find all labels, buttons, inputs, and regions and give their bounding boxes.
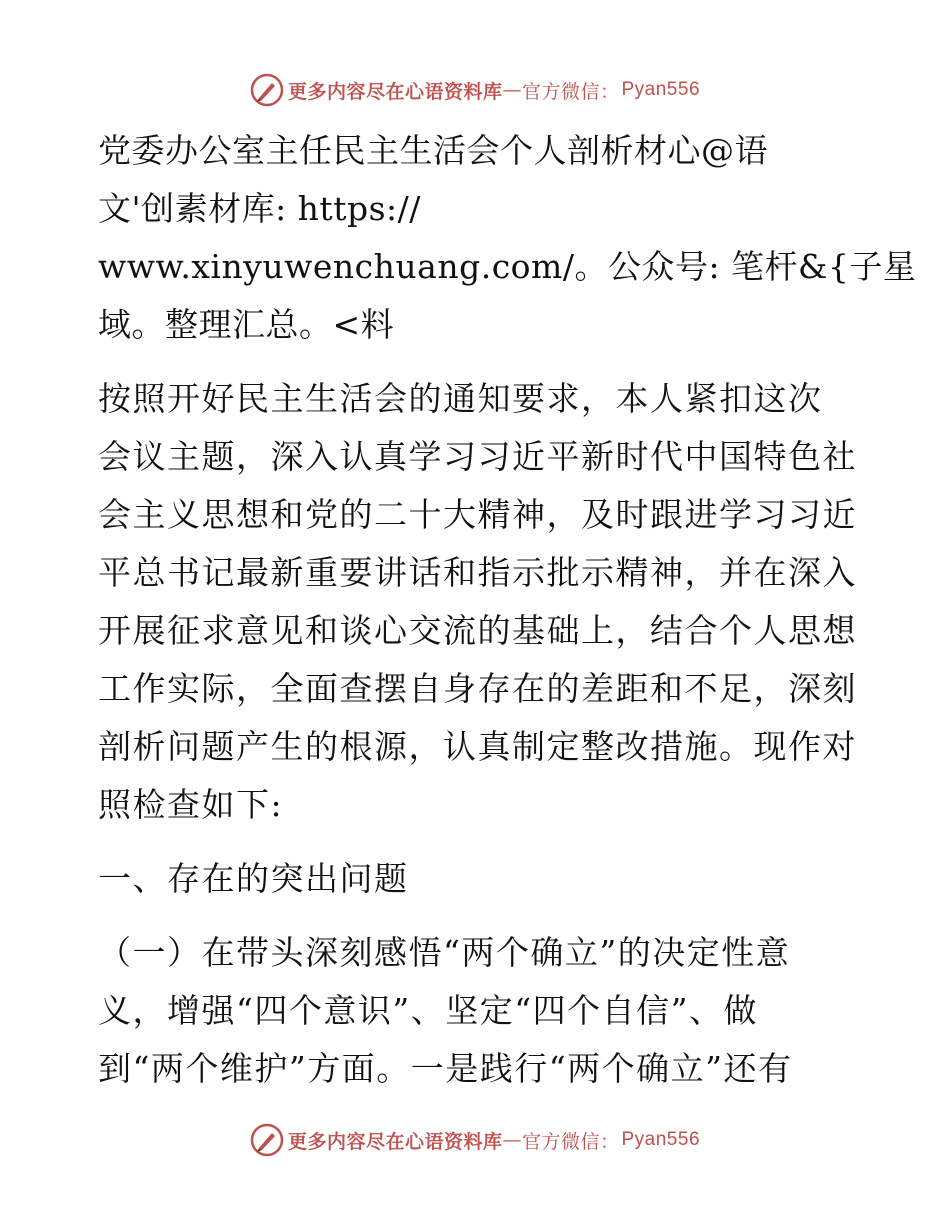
- banner-main-text: 更多内容尽在心语资料库: [287, 1130, 503, 1153]
- footer-banner: [0, 1120, 950, 1160]
- body-line: 开展征求意见和谈心交流的基础上，结合个人思想: [98, 611, 857, 650]
- banner-separator: —: [502, 1129, 522, 1151]
- section-heading: 一、存在的突出问题: [98, 859, 409, 898]
- header-banner: [0, 70, 950, 110]
- body-line: 会主义思想和党的二十大精神，及时跟进学习习近: [98, 495, 857, 534]
- banner-wechat-label: 官方微信：: [521, 1130, 620, 1153]
- body-line: 工作实际，全面查摆自身存在的差距和不足，深刻: [98, 669, 857, 708]
- banner-separator: —: [502, 79, 522, 101]
- paragraph-gap: [98, 908, 858, 924]
- body-line: 义，增强“四个意识”、坚定“四个自信”、做: [98, 991, 758, 1030]
- pen-logo-icon: [250, 1123, 284, 1157]
- body-line: 到“两个维护”方面。一是践行“两个确立”还有: [98, 1049, 793, 1088]
- title-line: 党委办公室主任民主生活会个人剖析材心@语: [98, 131, 768, 170]
- body-line: 会议主题，深入认真学习习近平新时代中国特色社: [98, 437, 857, 476]
- body-line: 剖析问题产生的根源，认真制定整改措施。现作对: [98, 727, 857, 766]
- body-line: （一）在带头深刻感悟“两个确立”的决定性意: [98, 933, 791, 972]
- title-line: 域。整理汇总。<料: [98, 305, 395, 344]
- body-line: 按照开好民主生活会的通知要求，本人紧扣这次: [98, 379, 823, 418]
- banner-wechat-id: Pyan556: [621, 1129, 701, 1150]
- title-line: 文'创素材库: https://: [98, 189, 421, 228]
- paragraph-gap: [98, 354, 858, 370]
- body-line: 照检查如下:: [98, 785, 284, 824]
- banner-main-text: 更多内容尽在心语资料库: [287, 80, 503, 103]
- document-body: [98, 122, 917, 1098]
- body-line: 平总书记最新重要讲话和指示批示精神，并在深入: [98, 553, 857, 592]
- paragraph-gap: [98, 834, 858, 850]
- pen-logo-icon: [250, 73, 284, 107]
- banner-wechat-label: 官方微信：: [521, 80, 620, 103]
- banner-wechat-id: Pyan556: [621, 79, 701, 100]
- title-line: www.xinyuwenchuang.com/。公众号: 笔杆&{子星: [98, 247, 917, 286]
